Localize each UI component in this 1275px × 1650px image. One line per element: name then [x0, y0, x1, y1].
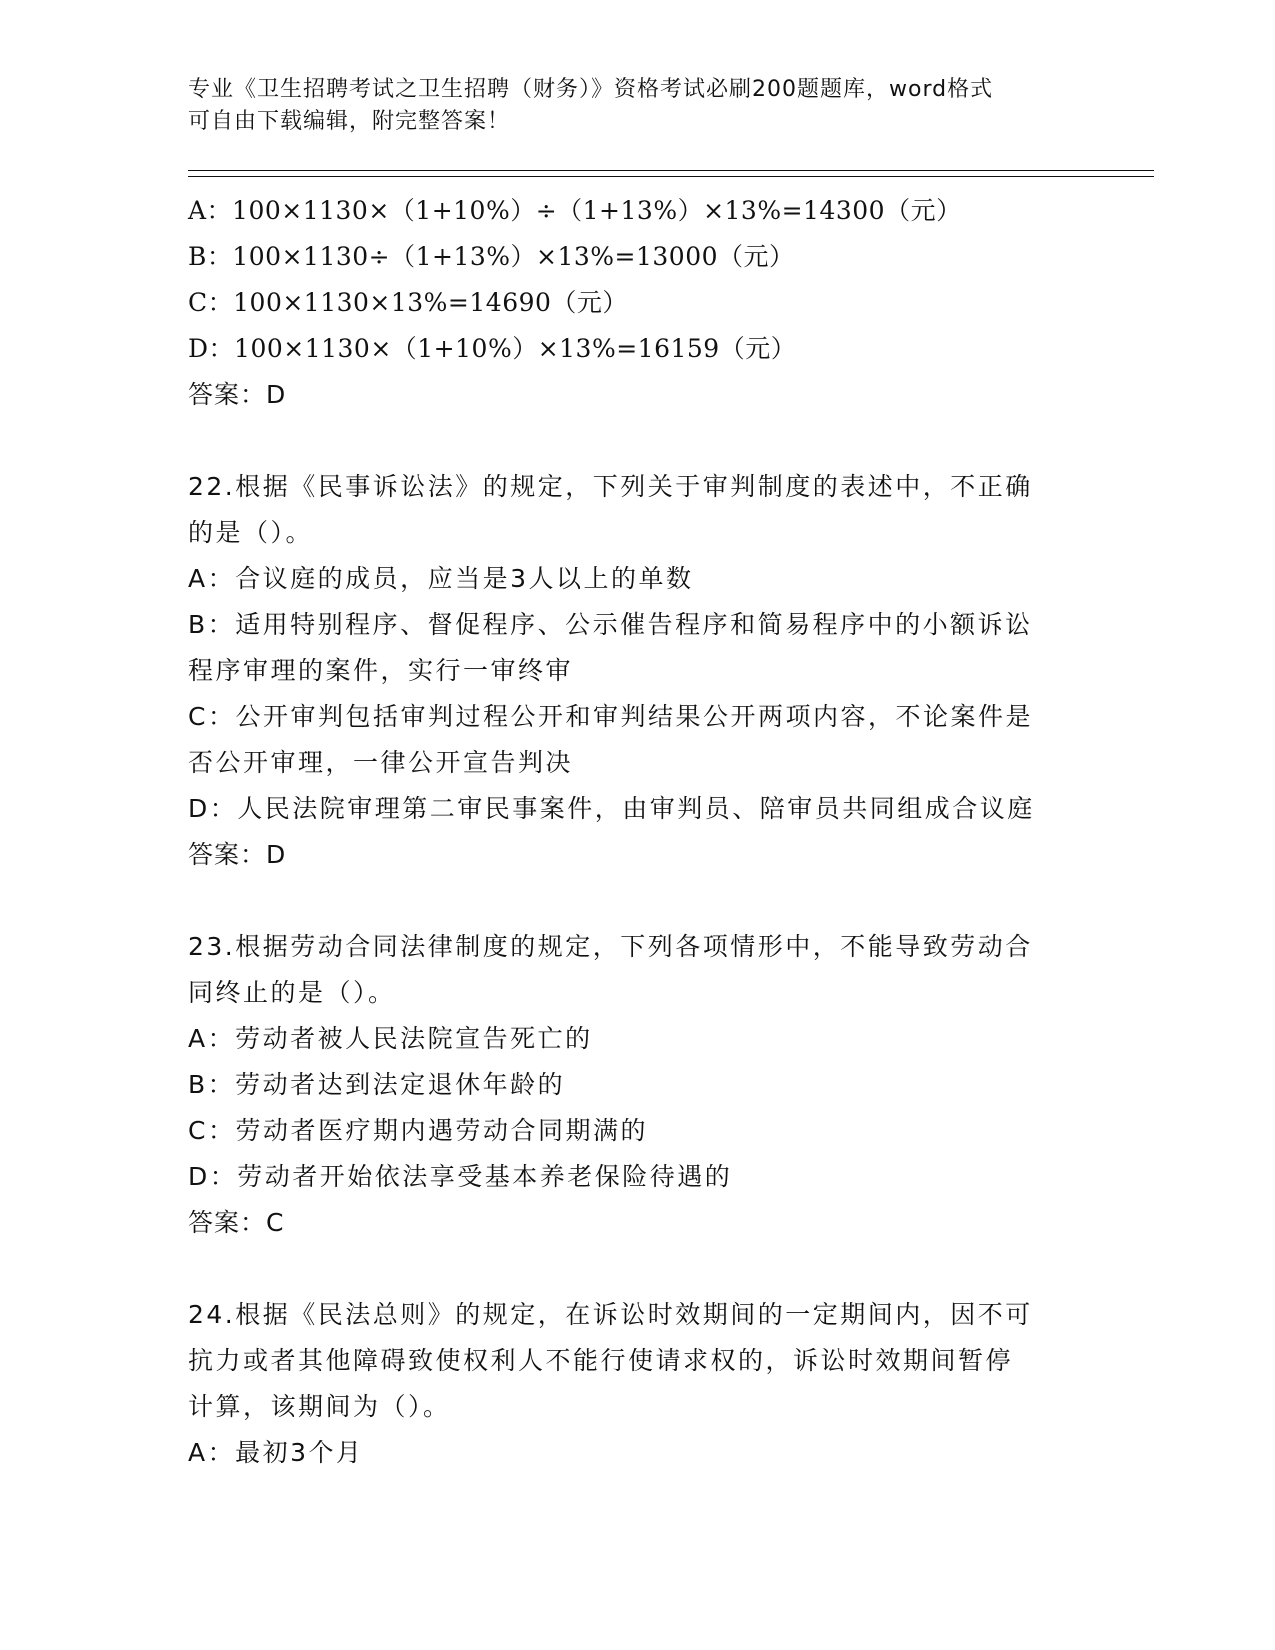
option-b: B：适用特别程序、督促程序、公示催告程序和简易程序中的小额诉讼 [188, 610, 1033, 639]
question-stem-line: 22.根据《民事诉讼法》的规定，下列关于审判制度的表述中，不正确 [188, 472, 1033, 501]
answer-label: 答案：D [188, 840, 287, 869]
option-d: D：人民法院审理第二审民事案件，由审判员、陪审员共同组成合议庭 [188, 794, 1035, 823]
answer-label: 答案：D [188, 380, 287, 409]
answer-label: 答案：C [188, 1208, 285, 1237]
option-c: C：公开审判包括审判过程公开和审判结果公开两项内容，不论案件是 [188, 702, 1033, 731]
option-b: B：劳动者达到法定退休年龄的 [188, 1070, 566, 1099]
question-22 [188, 464, 1088, 878]
question-stem-line: 计算，该期间为（）。 [188, 1392, 451, 1421]
option-d: D：100×1130×（1+10%）×13%=16159（元） [188, 334, 797, 363]
option-c-continued: 否公开审理，一律公开宣告判决 [188, 748, 574, 777]
header-rule-bottom [188, 176, 1154, 177]
question-content [188, 188, 1088, 1476]
question-stem-line: 同终止的是（）。 [188, 978, 396, 1007]
option-c: C：100×1130×13%=14690（元） [188, 288, 628, 317]
question-stem-line: 23.根据劳动合同法律制度的规定，下列各项情形中，不能导致劳动合 [188, 932, 1033, 961]
question-stem-line: 24.根据《民法总则》的规定，在诉讼时效期间的一定期间内，因不可 [188, 1300, 1033, 1329]
question-stem-line: 的是（）。 [188, 518, 314, 547]
spacer [188, 418, 1088, 464]
option-a: A：劳动者被人民法院宣告死亡的 [188, 1024, 593, 1053]
option-a: A：合议庭的成员，应当是3人以上的单数 [188, 564, 694, 593]
option-c: C：劳动者医疗期内遇劳动合同期满的 [188, 1116, 648, 1145]
header-rule-top [188, 170, 1154, 171]
option-a: A：100×1130×（1+10%）÷（1+13%）×13%=14300（元） [188, 196, 962, 225]
document-header [188, 74, 1088, 138]
question-23 [188, 924, 1088, 1246]
option-b-continued: 程序审理的案件，实行一审终审 [188, 656, 574, 685]
option-b: B：100×1130÷（1+13%）×13%=13000（元） [188, 242, 795, 271]
question-stem-line: 抗力或者其他障碍致使权利人不能行使请求权的，诉讼时效期间暂停 [188, 1346, 1014, 1375]
option-d: D：劳动者开始依法享受基本养老保险待遇的 [188, 1162, 733, 1191]
spacer [188, 878, 1088, 924]
header-line-1: 专业《卫生招聘考试之卫生招聘（财务）》资格考试必刷200题题库，word格式 [188, 77, 994, 102]
option-a: A：最初3个月 [188, 1438, 364, 1467]
question-21-continuation [188, 188, 1088, 418]
spacer [188, 1246, 1088, 1292]
question-24 [188, 1292, 1088, 1476]
header-line-2: 可自由下载编辑，附完整答案！ [188, 109, 511, 134]
